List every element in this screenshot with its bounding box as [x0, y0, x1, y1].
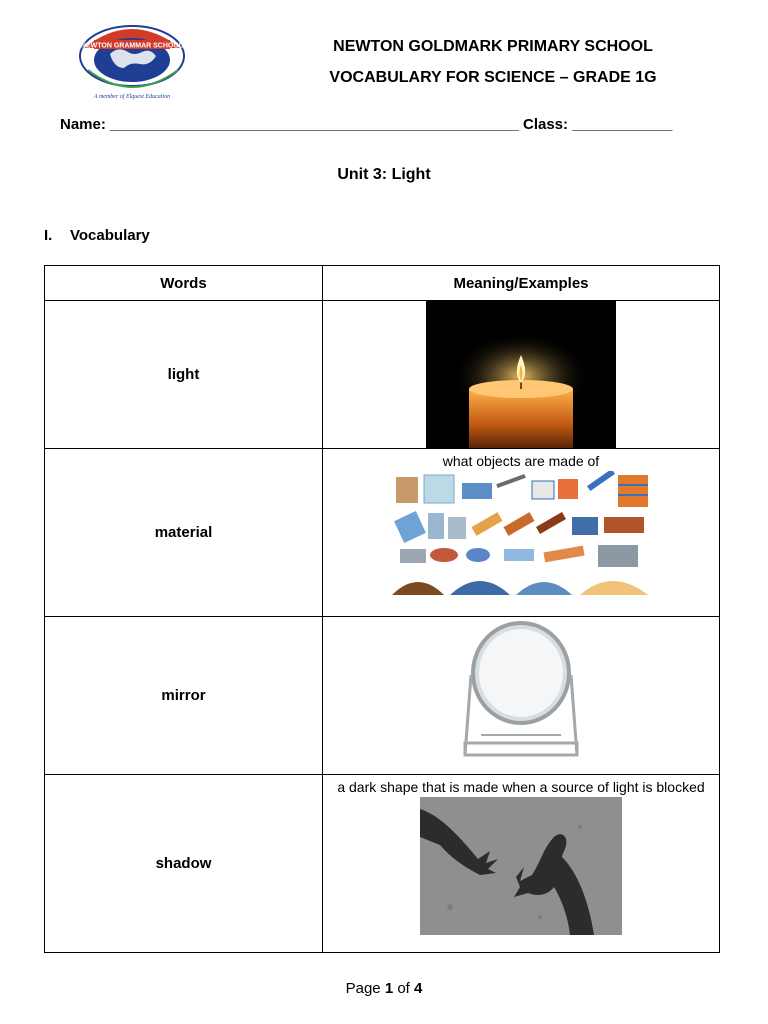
- meaning-cell: [323, 449, 720, 617]
- mirror-image: [451, 617, 591, 767]
- header-meaning: Meaning/Examples: [323, 266, 720, 301]
- meaning-text: what objects are made of: [442, 453, 600, 469]
- table-row: [45, 301, 720, 449]
- name-class-line: [60, 116, 672, 133]
- class-label: Class:: [522, 116, 569, 133]
- class-field[interactable]: ____________: [572, 116, 673, 133]
- table-row: [45, 775, 720, 953]
- shadow-image: [420, 797, 622, 935]
- page-number: [0, 980, 768, 997]
- meaning-cell: [323, 775, 720, 953]
- word-cell: mirror: [45, 617, 323, 775]
- materials-image: [386, 471, 656, 601]
- table-row: [45, 617, 720, 775]
- unit-title: Unit 3: Light: [337, 166, 431, 183]
- word-cell: shadow: [45, 775, 323, 953]
- section-heading: [44, 227, 150, 244]
- header-words: Words: [45, 266, 323, 301]
- logo-tagline: A member of Elquest Education: [93, 94, 171, 100]
- section-title: Vocabulary: [70, 227, 150, 244]
- logo-text: NEWTON GRAMMAR SCHOOL: [80, 42, 184, 50]
- candle-image: [426, 301, 616, 448]
- school-name: NEWTON GOLDMARK PRIMARY SCHOOL: [333, 38, 653, 55]
- table-header-row: [45, 266, 720, 301]
- total-pages: 4: [414, 980, 423, 997]
- section-number: I.: [44, 227, 53, 244]
- word-cell: light: [45, 301, 323, 449]
- name-label: Name:: [60, 116, 106, 133]
- meaning-cell: [323, 301, 720, 449]
- word-cell: material: [45, 449, 323, 617]
- worksheet-subtitle: VOCABULARY FOR SCIENCE – GRADE 1G: [329, 69, 657, 86]
- table-row: [45, 449, 720, 617]
- page-of: of: [397, 980, 410, 997]
- current-page: 1: [384, 980, 394, 997]
- meaning-cell: [323, 617, 720, 775]
- meaning-text: a dark shape that is made when a source of light is blocked: [337, 779, 705, 795]
- vocabulary-table: [44, 265, 720, 953]
- name-field[interactable]: _________________________________________________: [110, 116, 519, 133]
- school-logo: [70, 18, 194, 102]
- page-prefix: Page: [345, 980, 381, 997]
